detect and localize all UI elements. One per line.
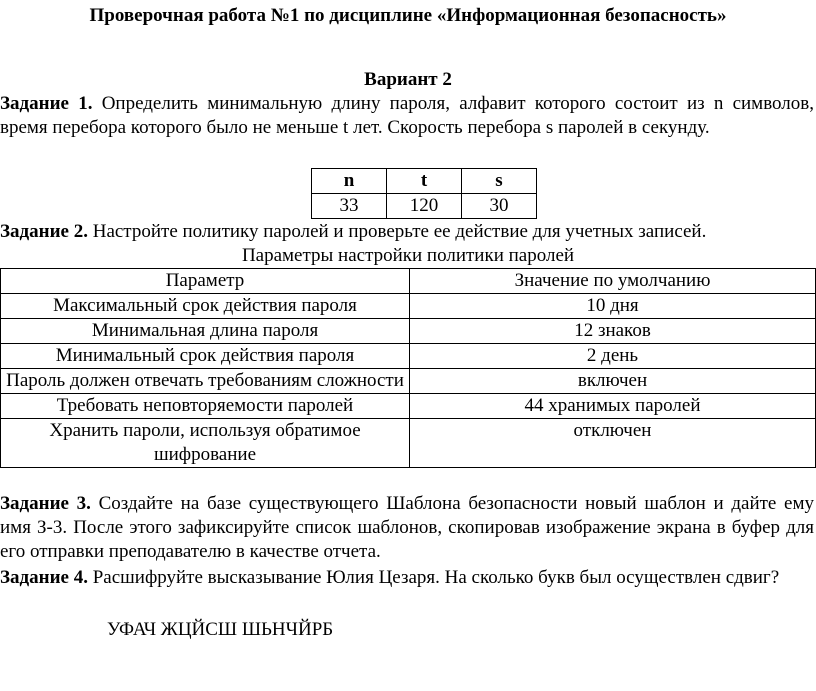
params-value-row xyxy=(312,194,537,219)
policy-value: 2 день xyxy=(410,344,816,369)
policy-value: 44 хранимых паролей xyxy=(410,394,816,419)
task4-text: Расшифруйте высказывание Юлия Цезаря. На сколько букв был осуществлен сдвиг? xyxy=(92,567,780,588)
variant-heading: Вариант 2 xyxy=(364,69,452,90)
policy-header-row xyxy=(1,269,816,294)
params-table xyxy=(311,168,537,219)
policy-parameter: Хранить пароли, используя обратимое шифрование xyxy=(1,419,410,468)
params-value-n: 33 xyxy=(312,194,387,219)
policy-header-default: Значение по умолчанию xyxy=(410,269,816,294)
task2-label: Задание 2. xyxy=(0,221,88,242)
params-header-row xyxy=(312,169,537,194)
task3-text: Создайте на базе существующего Шаблона безопасности новый шаблон и дайте ему имя З-3. После этого зафиксируйте список шаблонов, скопировав изображение экрана в буфер для его отправки преподавателю в качестве отчета. xyxy=(0,493,815,562)
policy-caption: Параметры настройки политики паролей xyxy=(241,245,575,266)
policy-value: 12 знаков xyxy=(410,319,816,344)
params-header-t: t xyxy=(387,169,462,194)
policy-parameter: Минимальная длина пароля xyxy=(1,319,410,344)
table-row xyxy=(1,344,816,369)
task1-paragraph xyxy=(0,92,814,140)
params-value-t: 120 xyxy=(387,194,462,219)
params-header-s: s xyxy=(462,169,537,194)
policy-value: отключен xyxy=(410,419,816,468)
task2-text: Настройте политику паролей и проверьте ее действие для учетных записей. xyxy=(92,221,707,242)
table-row xyxy=(1,394,816,419)
task3-label: Задание 3. xyxy=(0,493,91,514)
task4-label: Задание 4. xyxy=(0,567,88,588)
table-row xyxy=(1,419,816,468)
policy-parameter: Требовать неповторяемости паролей xyxy=(1,394,410,419)
task3-paragraph xyxy=(0,492,814,564)
table-row xyxy=(1,369,816,394)
document-title: Проверочная работа №1 по дисциплине «Информационная безопасность» xyxy=(89,5,727,26)
policy-value: 10 дня xyxy=(410,294,816,319)
policy-parameter: Пароль должен отвечать требованиям сложности xyxy=(1,369,410,394)
task2-paragraph xyxy=(0,220,814,244)
policy-table xyxy=(0,268,816,468)
task1-label: Задание 1. xyxy=(0,93,93,114)
params-value-s: 30 xyxy=(462,194,537,219)
policy-value: включен xyxy=(410,369,816,394)
cipher-text: УФАЧ ЖЦЙСШ ШЬНЧЙРБ xyxy=(107,619,334,640)
table-row xyxy=(1,294,816,319)
policy-header-parameter: Параметр xyxy=(1,269,410,294)
params-header-n: n xyxy=(312,169,387,194)
task1-text: Определить минимальную длину пароля, алфавит которого состоит из n символов, время перебора которого было не меньше t лет. Скорость перебора s паролей в секунду. xyxy=(0,93,814,138)
task4-paragraph xyxy=(0,566,814,590)
table-row xyxy=(1,319,816,344)
policy-parameter: Максимальный срок действия пароля xyxy=(1,294,410,319)
policy-parameter: Минимальный срок действия пароля xyxy=(1,344,410,369)
